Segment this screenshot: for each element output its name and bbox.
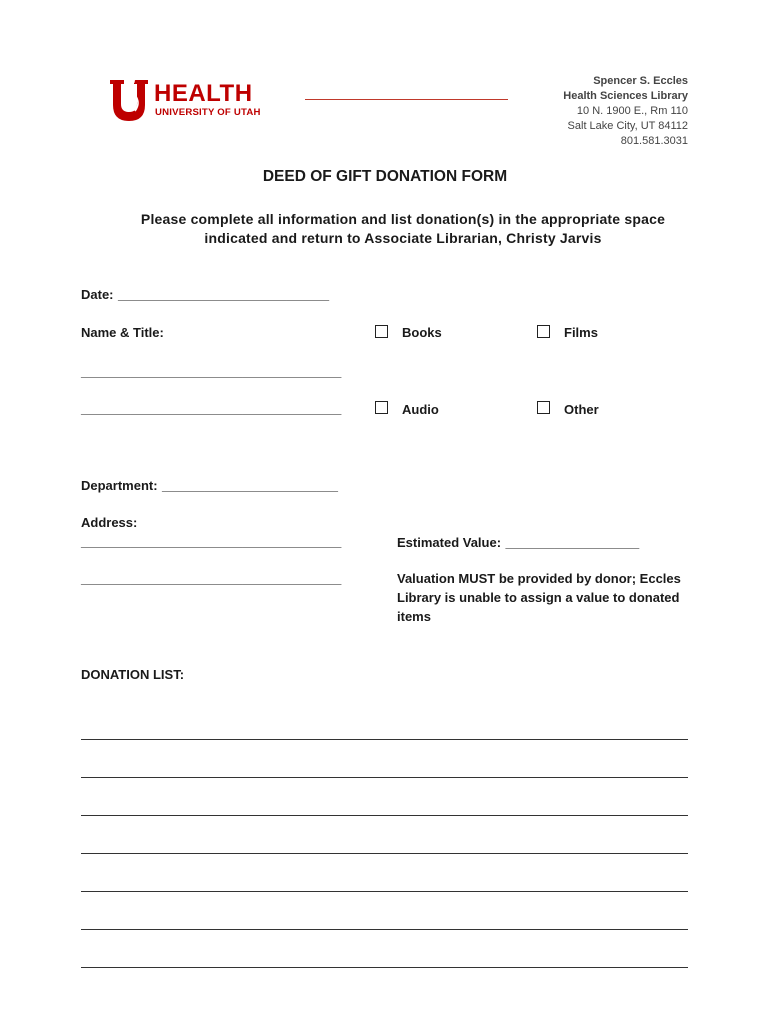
logo-subtitle: UNIVERSITY OF UTAH [155,107,261,118]
donation-list-line[interactable] [81,853,688,854]
date-blank[interactable]: ______________________________ [117,287,329,302]
other-label: Other [564,402,599,417]
estimated-value-blank[interactable]: ___________________ [505,535,640,550]
date-label: Date: [81,287,114,302]
instructions-line-2: indicated and return to Associate Librarian, Christy Jarvis [204,230,602,246]
audio-label: Audio [402,402,439,417]
library-subtitle: Health Sciences Library [563,90,688,102]
donation-list-label: DONATION LIST: [81,667,185,682]
name-title-blank-1[interactable]: _____________________________________ [81,364,342,379]
estimated-value-label: Estimated Value: [397,535,502,550]
audio-checkbox[interactable] [375,401,388,414]
form-title: DEED OF GIFT DONATION FORM [262,168,508,185]
valuation-note: Valuation MUST be provided by donor; Eccles Library is unable to assign a value to donated items [397,571,681,624]
address-blank-1[interactable]: _____________________________________ [81,534,342,549]
university-health-logo [110,76,280,122]
block-u-logo-icon [110,76,150,122]
date-field[interactable] [81,286,329,304]
address-blank-2[interactable]: _____________________________________ [81,571,342,586]
street-address: 10 N. 1900 E., Rm 110 [576,105,688,117]
books-checkbox[interactable] [375,325,388,338]
donation-list-line[interactable] [81,967,688,968]
library-address-block [563,74,688,149]
name-title-blank-2[interactable]: _____________________________________ [81,401,342,416]
estimated-value-field[interactable] [397,534,639,552]
name-title-label: Name & Title: [81,325,164,340]
films-label: Films [564,325,598,340]
donation-list-line[interactable] [81,777,688,778]
form-instructions [100,210,706,248]
address-label: Address: [81,515,138,530]
films-checkbox[interactable] [537,325,550,338]
department-label: Department: [81,478,158,493]
department-blank[interactable]: _________________________ [162,478,338,493]
city-address: Salt Lake City, UT 84112 [567,120,688,132]
library-name: Spencer S. Eccles [593,75,688,87]
donation-list-line[interactable] [81,815,688,816]
department-field[interactable] [81,477,338,495]
books-label: Books [402,325,442,340]
phone-number: 801.581.3031 [620,135,688,147]
logo-brand-word: HEALTH [154,80,253,107]
donation-list-line[interactable] [81,739,688,740]
donation-list-line[interactable] [81,891,688,892]
other-checkbox[interactable] [537,401,550,414]
header-divider [305,99,508,100]
donation-list-line[interactable] [81,929,688,930]
instructions-line-1: Please complete all information and list donation(s) in the appropriate space [140,211,666,227]
